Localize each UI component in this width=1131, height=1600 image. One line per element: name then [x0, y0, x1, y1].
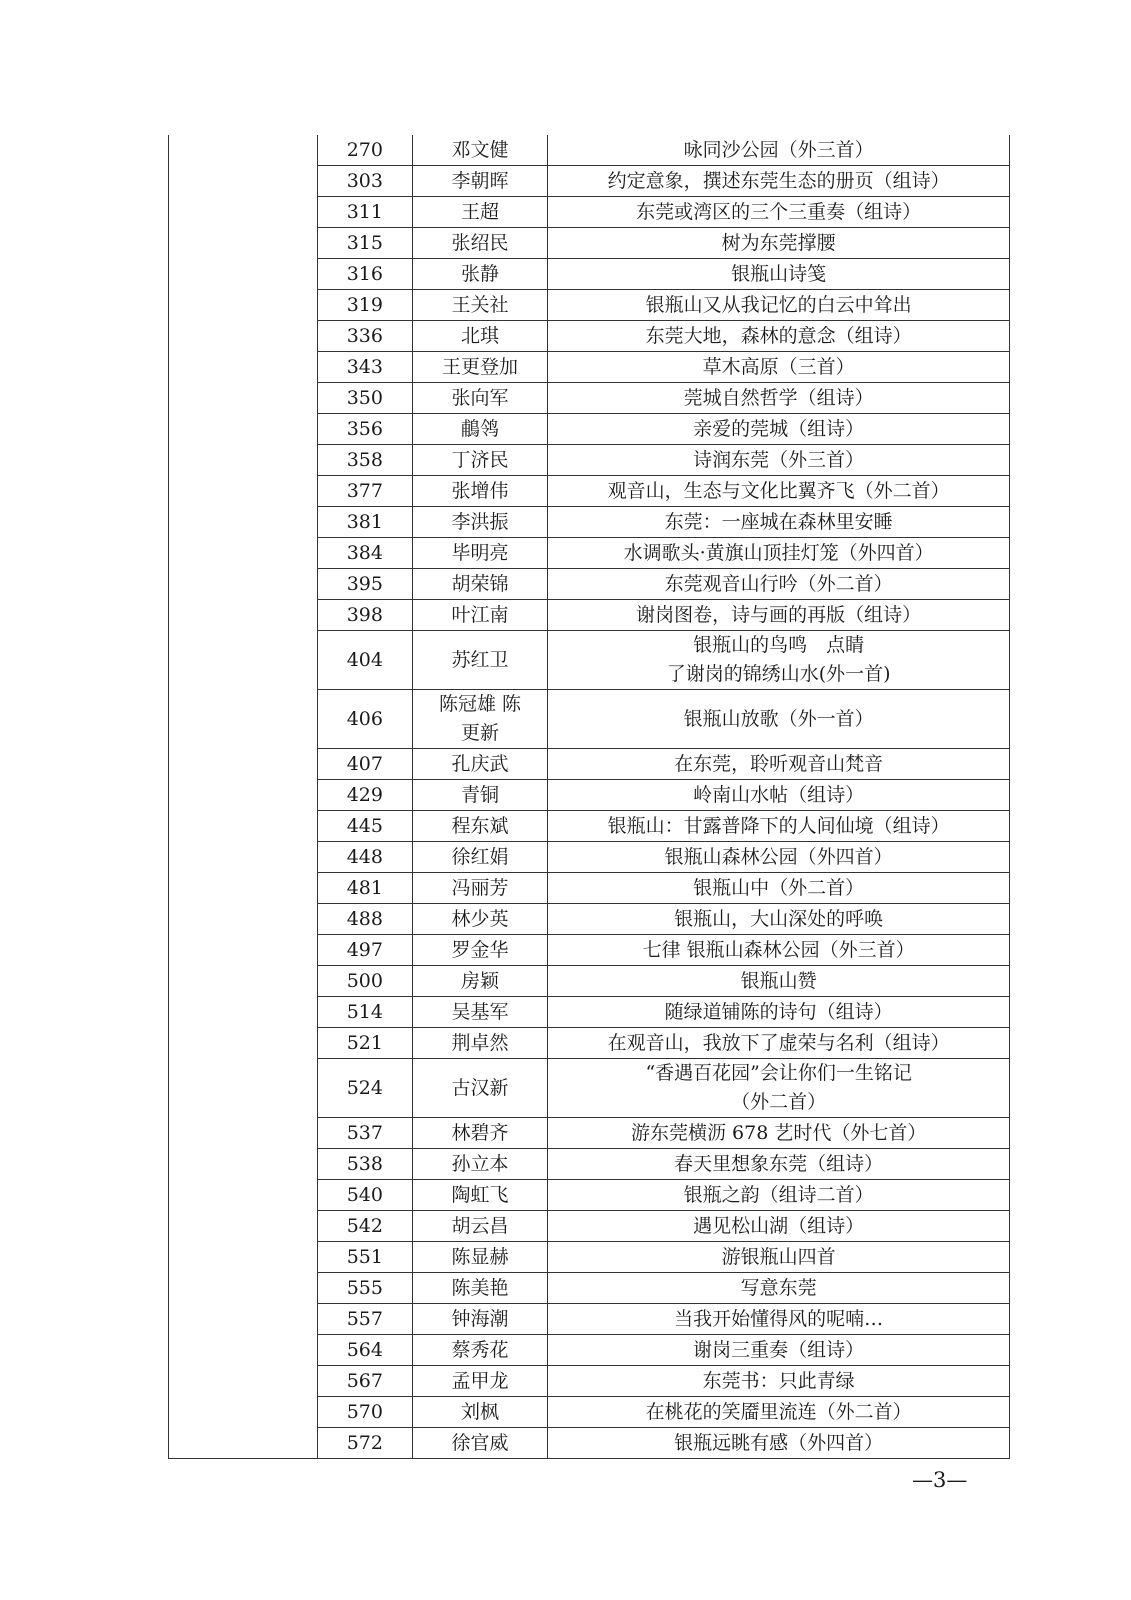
author-name: 程东斌: [412, 811, 548, 842]
author-name: 罗金华: [412, 935, 548, 966]
entry-number: 384: [318, 538, 413, 569]
poem-title: 银瓶远眺有感（外四首）: [548, 1428, 1010, 1459]
entry-number: 514: [318, 997, 413, 1028]
poem-title: 莞城自然哲学（组诗）: [548, 383, 1010, 414]
author-name: 孔庆武: [412, 749, 548, 780]
entry-number: 497: [318, 935, 413, 966]
author-name: 邓文健: [412, 135, 548, 166]
poem-title: 七律 银瓶山森林公园（外三首）: [548, 935, 1010, 966]
poem-title: 东莞书：只此青绿: [548, 1366, 1010, 1397]
author-name: 徐官威: [412, 1428, 548, 1459]
author-name: 林碧齐: [412, 1118, 548, 1149]
author-name: 胡云昌: [412, 1211, 548, 1242]
author-name: 孙立本: [412, 1149, 548, 1180]
author-name: 林少英: [412, 904, 548, 935]
poem-title: 东莞大地，森林的意念（组诗）: [548, 321, 1010, 352]
poem-title: 谢岗三重奏（组诗）: [548, 1335, 1010, 1366]
page-number: —3—: [912, 1468, 968, 1492]
poem-title: 东莞或湾区的三个三重奏（组诗）: [548, 197, 1010, 228]
entry-number: 343: [318, 352, 413, 383]
entry-number: 395: [318, 569, 413, 600]
entry-number: 406: [318, 690, 413, 749]
entry-number: 350: [318, 383, 413, 414]
poem-title: 银瓶山中（外二首）: [548, 873, 1010, 904]
poem-title: 观音山，生态与文化比翼齐飞（外二首）: [548, 476, 1010, 507]
poem-title: 游银瓶山四首: [548, 1242, 1010, 1273]
poem-title-line: （外二首）: [731, 1091, 827, 1113]
entry-number: 377: [318, 476, 413, 507]
entry-number: 448: [318, 842, 413, 873]
entry-number: 537: [318, 1118, 413, 1149]
entry-number: 315: [318, 228, 413, 259]
poem-title: 岭南山水帖（组诗）: [548, 780, 1010, 811]
poem-title: 在观音山，我放下了虚荣与名利（组诗）: [548, 1028, 1010, 1059]
poem-title: 游东莞横沥 678 艺时代（外七首）: [548, 1118, 1010, 1149]
poem-title: 银瓶之韵（组诗二首）: [548, 1180, 1010, 1211]
entry-number: 319: [318, 290, 413, 321]
poem-title: 随绿道铺陈的诗句（组诗）: [548, 997, 1010, 1028]
author-name: 张增伟: [412, 476, 548, 507]
entry-number: 521: [318, 1028, 413, 1059]
author-name: 孟甲龙: [412, 1366, 548, 1397]
author-name: 徐红娟: [412, 842, 548, 873]
author-name: 刘枫: [412, 1397, 548, 1428]
author-name: 叶江南: [412, 600, 548, 631]
poem-title: 写意东莞: [548, 1273, 1010, 1304]
table-body: [169, 135, 1010, 1459]
entry-number: 557: [318, 1304, 413, 1335]
entry-number: 445: [318, 811, 413, 842]
poem-title: 银瓶山：甘露普降下的人间仙境（组诗）: [548, 811, 1010, 842]
poem-title: 在东莞，聆听观音山梵音: [548, 749, 1010, 780]
poem-title: 在桃花的笑靥里流连（外二首）: [548, 1397, 1010, 1428]
author-name: 王关社: [412, 290, 548, 321]
entry-number: 336: [318, 321, 413, 352]
author-name: 青铜: [412, 780, 548, 811]
author-name-line: 更新: [460, 722, 499, 744]
entry-number: 404: [318, 631, 413, 690]
poem-title: 银瓶山，大山深处的呼唤: [548, 904, 1010, 935]
poem-title-line: “香遇百花园”会让你们一生铭记: [645, 1062, 912, 1084]
entry-number: 481: [318, 873, 413, 904]
author-name: 房颖: [412, 966, 548, 997]
author-name: 张向军: [412, 383, 548, 414]
entry-number: 316: [318, 259, 413, 290]
entry-number: 429: [318, 780, 413, 811]
poem-title: 谢岗图卷，诗与画的再版（组诗）: [548, 600, 1010, 631]
poem-title: 草木高原（三首）: [548, 352, 1010, 383]
poem-title: 春天里想象东莞（组诗）: [548, 1149, 1010, 1180]
author-name: [412, 690, 548, 749]
poem-title: 银瓶山赞: [548, 966, 1010, 997]
award-table: [168, 135, 1010, 1459]
author-name: 李洪振: [412, 507, 548, 538]
author-name: 荆卓然: [412, 1028, 548, 1059]
poem-title: 银瓶山诗笺: [548, 259, 1010, 290]
poem-title: 银瓶山又从我记忆的白云中耸出: [548, 290, 1010, 321]
author-name: 胡荣锦: [412, 569, 548, 600]
entry-number: 500: [318, 966, 413, 997]
entry-number: 356: [318, 414, 413, 445]
author-name: 古汉新: [412, 1059, 548, 1118]
author-name: 王超: [412, 197, 548, 228]
table-row: [169, 135, 1010, 166]
entry-number: 303: [318, 166, 413, 197]
entry-number: 567: [318, 1366, 413, 1397]
author-name: 苏红卫: [412, 631, 548, 690]
poem-title-line: 了谢岗的锦绣山水(外一首): [666, 663, 891, 685]
author-name: 李朝晖: [412, 166, 548, 197]
poem-title: 咏同沙公园（外三首）: [548, 135, 1010, 166]
entry-number: 270: [318, 135, 413, 166]
poem-title: 银瓶山放歌（外一首）: [548, 690, 1010, 749]
poem-title: 东莞：一座城在森林里安睡: [548, 507, 1010, 538]
group-cell: [169, 135, 318, 1459]
entry-number: 540: [318, 1180, 413, 1211]
author-name: 钟海潮: [412, 1304, 548, 1335]
entry-number: 538: [318, 1149, 413, 1180]
poem-title: 约定意象，撰述东莞生态的册页（组诗）: [548, 166, 1010, 197]
entry-number: 311: [318, 197, 413, 228]
entry-number: 407: [318, 749, 413, 780]
entry-number: 555: [318, 1273, 413, 1304]
author-name: 吴基军: [412, 997, 548, 1028]
author-name: 蔡秀花: [412, 1335, 548, 1366]
author-name: 鵏鸰: [412, 414, 548, 445]
author-name: 张绍民: [412, 228, 548, 259]
poem-title: 树为东莞撑腰: [548, 228, 1010, 259]
poem-title: [548, 631, 1010, 690]
poem-title: [548, 1059, 1010, 1118]
entry-number: 570: [318, 1397, 413, 1428]
author-name: 毕明亮: [412, 538, 548, 569]
poem-title-line: 银瓶山的鸟鸣 点睛: [693, 634, 865, 656]
author-name: 陈美艳: [412, 1273, 548, 1304]
poem-title: 水调歌头·黄旗山顶挂灯笼（外四首）: [548, 538, 1010, 569]
entry-number: 524: [318, 1059, 413, 1118]
poem-title: 遇见松山湖（组诗）: [548, 1211, 1010, 1242]
author-name: 北琪: [412, 321, 548, 352]
entry-number: 358: [318, 445, 413, 476]
author-name: 陈显赫: [412, 1242, 548, 1273]
author-name: 张静: [412, 259, 548, 290]
poem-title: 亲爱的莞城（组诗）: [548, 414, 1010, 445]
poem-title: 诗润东莞（外三首）: [548, 445, 1010, 476]
entry-number: 572: [318, 1428, 413, 1459]
author-name: 王更登加: [412, 352, 548, 383]
poem-title: 银瓶山森林公园（外四首）: [548, 842, 1010, 873]
author-name-line: 陈冠雄 陈: [438, 693, 522, 715]
entry-number: 542: [318, 1211, 413, 1242]
entry-number: 551: [318, 1242, 413, 1273]
entry-number: 398: [318, 600, 413, 631]
entry-number: 564: [318, 1335, 413, 1366]
entry-number: 381: [318, 507, 413, 538]
poem-title: 东莞观音山行吟（外二首）: [548, 569, 1010, 600]
entry-number: 488: [318, 904, 413, 935]
poem-title: 当我开始懂得风的呢喃…: [548, 1304, 1010, 1335]
author-name: 丁济民: [412, 445, 548, 476]
author-name: 陶虹飞: [412, 1180, 548, 1211]
author-name: 冯丽芳: [412, 873, 548, 904]
